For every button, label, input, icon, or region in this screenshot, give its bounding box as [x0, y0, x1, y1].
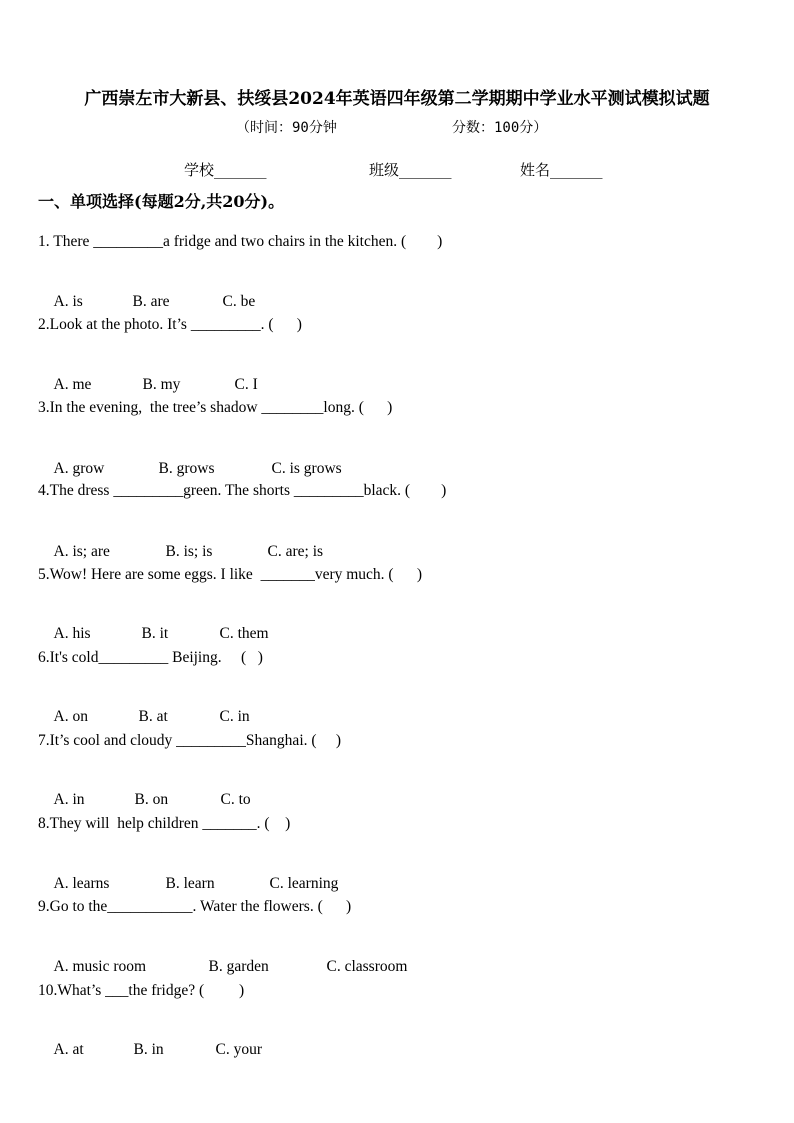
option-c: C. I — [234, 376, 258, 393]
option-a: A. on — [53, 708, 88, 725]
option-a: A. is — [53, 293, 83, 310]
question-2: 2.Look at the photo. It’s _________. ( ) — [38, 316, 302, 333]
option-c: C. to — [220, 791, 251, 808]
option-a: A. grow — [53, 460, 105, 477]
option-a: A. his — [53, 625, 91, 642]
option-a: A. me — [53, 376, 92, 393]
option-a: A. is; are — [53, 543, 110, 560]
option-b: B. grows — [158, 460, 215, 477]
option-c: C. in — [219, 708, 250, 725]
option-c: C. your — [215, 1041, 262, 1058]
question-3: 3.In the evening, the tree’s shadow ________long. ( ) — [38, 399, 393, 416]
section-heading: 一、单项选择(每题2分,共20分)。 — [38, 192, 285, 211]
option-c: C. are; is — [267, 543, 324, 560]
option-b: B. are — [132, 293, 170, 310]
option-c: C. is grows — [271, 460, 342, 477]
option-b: B. is; is — [165, 543, 213, 560]
score-label: 分数：100分） — [452, 120, 548, 136]
option-b: B. learn — [165, 875, 215, 892]
question-5: 5.Wow! Here are some eggs. I like _______very much. ( ) — [38, 566, 422, 583]
option-a: A. in — [53, 791, 85, 808]
question-10: 10.What’s ___the fridge? ( ) — [38, 982, 245, 999]
exam-title: 广西崇左市大新县、扶绥县2024年英语四年级第二学期期中学业水平测试模拟试题 — [84, 89, 710, 109]
question-9: 9.Go to the___________. Water the flowers. ( ) — [38, 898, 352, 915]
class-field: 班级_______ — [369, 161, 452, 179]
question-1: 1. There _________a fridge and two chairs in the kitchen. ( ) — [38, 233, 443, 250]
question-6: 6.It's cold_________ Beijing. ( ) — [38, 649, 263, 666]
question-7: 7.It’s cool and cloudy _________Shanghai. ( ) — [38, 732, 342, 749]
option-b: B. on — [134, 791, 169, 808]
option-c: C. classroom — [326, 958, 408, 975]
option-c: C. them — [219, 625, 269, 642]
option-a: A. at — [53, 1041, 84, 1058]
name-field: 姓名_______ — [520, 161, 603, 179]
options-10 — [38, 1023, 262, 1077]
time-label: （时间：90分钟 — [236, 120, 337, 136]
option-a: A. music room — [53, 958, 147, 975]
option-b: B. my — [142, 376, 181, 393]
school-field: 学校_______ — [184, 161, 267, 179]
option-c: C. learning — [269, 875, 339, 892]
option-b: B. garden — [208, 958, 269, 975]
question-8: 8.They will help children _______. ( ) — [38, 815, 291, 832]
option-b: B. at — [138, 708, 168, 725]
option-b: B. in — [133, 1041, 164, 1058]
option-a: A. learns — [53, 875, 110, 892]
question-4: 4.The dress _________green. The shorts _________black. ( ) — [38, 482, 447, 499]
option-c: C. be — [222, 293, 256, 310]
option-b: B. it — [141, 625, 169, 642]
